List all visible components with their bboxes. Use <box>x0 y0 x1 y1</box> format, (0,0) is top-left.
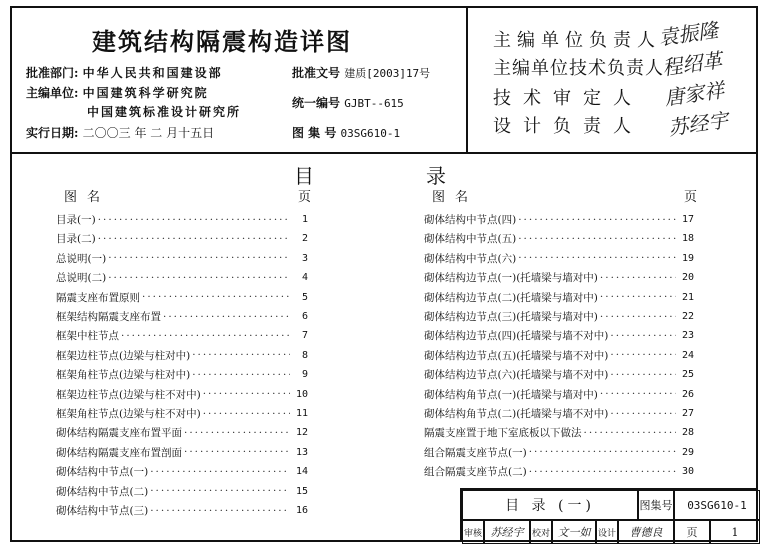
toc-row <box>424 365 694 384</box>
toc-row <box>56 249 308 268</box>
toc-title-right: 录 <box>426 164 448 188</box>
leader-dots <box>600 272 676 284</box>
resp-role-2: 主编单位技术负责人 <box>493 58 664 79</box>
toc-entry-name: 砌体结构角节点(二)(托墙梁与墙不对中) <box>424 408 609 420</box>
responsibles-panel <box>468 8 756 154</box>
leader-dots <box>150 505 290 517</box>
resp-role-3: 技术审定人 <box>493 88 643 109</box>
toc-entry-page: 10 <box>295 388 308 400</box>
toc-entry-page: 13 <box>295 446 308 458</box>
toc-entry-page: 23 <box>681 330 694 342</box>
toc-entry-page: 9 <box>301 369 308 381</box>
toc-row <box>56 307 308 326</box>
leader-dots <box>529 446 676 458</box>
leader-dots <box>192 349 290 361</box>
editor-unit-label: 主编单位: <box>26 86 79 100</box>
unified-no-label: 统一编号 <box>292 96 341 110</box>
editor-unit-2: 中国建筑标准设计研究所 <box>87 105 242 119</box>
drawing-frame <box>10 6 758 542</box>
toc-entry-name: 砌体结构边节点(六)(托墙梁与墙不对中) <box>424 369 609 382</box>
leader-dots <box>150 466 290 478</box>
toc-entry-page: 19 <box>681 252 694 264</box>
toc-entry-name: 目录(二) <box>56 233 96 246</box>
unified-no: GJBT--615 <box>344 97 404 110</box>
leader-dots <box>150 485 290 497</box>
toc-entry-name: 砌体结构边节点(三)(托墙梁与墙对中) <box>424 311 598 323</box>
atlas-no-row <box>292 124 400 141</box>
approval-no: 建质[2003]17号 <box>344 67 431 80</box>
toc-entry-name: 总说明(一) <box>56 252 107 265</box>
impl-date: 二〇〇三 年 二 月十五日 <box>82 126 215 140</box>
leader-dots <box>98 233 290 245</box>
toc-entry-page: 14 <box>295 466 308 478</box>
toc-entry-name: 砌体结构边节点(二)(托墙梁与墙对中) <box>424 291 598 304</box>
editor-unit-row <box>26 84 209 101</box>
toc-entry-name: 砌体结构隔震支座布置剖面 <box>56 446 182 459</box>
toc-entry-name: 框架中柱节点 <box>56 330 119 343</box>
leader-dots <box>142 291 290 303</box>
tb-atlas-no: 03SG610-1 <box>674 490 760 520</box>
toc-entry-page: 17 <box>681 214 694 225</box>
toc-entry-page: 8 <box>301 349 308 361</box>
signature-2: 程绍革 <box>660 47 724 81</box>
atlas-title: 建筑结构隔震构造详图 <box>92 27 352 56</box>
toc-row <box>424 423 694 442</box>
toc-row <box>56 365 308 384</box>
leader-dots <box>518 252 676 264</box>
approval-no-row <box>292 64 430 81</box>
leader-dots <box>163 311 290 323</box>
resp-role-4: 设计负责人 <box>493 116 643 137</box>
toc-row <box>56 326 308 345</box>
resp-role-1: 主编单位负责人 <box>493 30 661 51</box>
toc-entry-name: 框架边柱节点(边梁与柱不对中) <box>56 388 201 401</box>
toc-row <box>56 462 308 481</box>
toc-entry-name: 框架角柱节点(边梁与柱对中) <box>56 369 191 382</box>
toc-entry-name: 组合隔震支座节点(一) <box>424 446 527 459</box>
sheet-title: 目 录 (一) <box>462 490 638 520</box>
check-signature: 文一如 <box>552 520 596 544</box>
leader-dots <box>518 214 676 226</box>
toc-row <box>424 326 694 345</box>
leader-dots <box>610 408 676 420</box>
approval-dept-row <box>26 64 223 81</box>
leader-dots <box>203 388 290 400</box>
toc-row <box>56 482 308 501</box>
atlas-no-label: 图 集 号 <box>292 126 337 140</box>
toc-entry-page: 28 <box>681 427 694 439</box>
toc-entry-page: 22 <box>681 311 694 322</box>
toc-entry-page: 25 <box>681 369 694 381</box>
toc-row <box>424 462 694 481</box>
leader-dots <box>600 311 676 323</box>
toc-entry-name: 砌体结构中节点(二) <box>56 485 149 498</box>
toc-row <box>56 268 308 287</box>
toc-entry-page: 12 <box>295 427 308 439</box>
col-name-right: 图名 <box>432 190 479 205</box>
toc-entry-page: 18 <box>681 233 694 245</box>
tb-atlas-no-label: 图集号 <box>638 490 674 520</box>
toc-entry-page: 2 <box>301 233 308 245</box>
toc-row <box>424 249 694 268</box>
toc-row <box>56 288 308 307</box>
toc-row <box>424 443 694 462</box>
review-label: 审核 <box>462 520 484 544</box>
toc-entry-name: 砌体结构中节点(四) <box>424 214 517 226</box>
toc-entry-name: 砌体结构边节点(四)(托墙梁与墙不对中) <box>424 330 609 343</box>
toc-entry-name: 框架边柱节点(边梁与柱对中) <box>56 349 191 362</box>
toc-row <box>424 404 694 423</box>
page-label: 页 <box>674 520 710 544</box>
leader-dots <box>600 291 676 303</box>
leader-dots <box>184 446 290 458</box>
toc-row <box>424 288 694 307</box>
toc-row <box>56 346 308 365</box>
col-name-left: 图名 <box>64 190 111 205</box>
toc-row <box>56 423 308 442</box>
leader-dots <box>610 349 676 361</box>
col-page-left: 页 <box>298 190 312 205</box>
leader-dots <box>203 408 290 420</box>
approval-dept-label: 批准部门: <box>26 66 79 80</box>
leader-dots <box>584 427 677 439</box>
toc-entry-page: 30 <box>681 466 694 478</box>
toc-row <box>424 385 694 404</box>
toc-entry-name: 隔震支座置于地下室底板以下做法 <box>424 427 582 440</box>
toc-entry-name: 组合隔震支座节点(二) <box>424 466 527 479</box>
toc-entry-name: 砌体结构隔震支座布置平面 <box>56 427 182 440</box>
leader-dots <box>121 330 290 342</box>
leader-dots <box>518 233 676 245</box>
atlas-no: 03SG610-1 <box>340 127 401 140</box>
toc-row <box>56 385 308 404</box>
toc-entry-name: 砌体结构角节点(一)(托墙梁与墙对中) <box>424 388 598 401</box>
design-signature: 曹德良 <box>618 520 674 544</box>
toc-entry-name: 隔震支座布置原则 <box>56 291 140 304</box>
leader-dots <box>600 388 676 400</box>
impl-date-label: 实行日期: <box>26 126 79 140</box>
toc-entry-name: 框架角柱节点(边梁与柱不对中) <box>56 408 201 420</box>
toc-entry-name: 砌体结构边节点(一)(托墙梁与墙对中) <box>424 272 598 285</box>
toc-row <box>424 229 694 248</box>
toc-row <box>56 229 308 248</box>
leader-dots <box>108 272 290 284</box>
toc-entry-page: 26 <box>681 388 694 400</box>
toc-entry-name: 总说明(二) <box>56 272 107 285</box>
toc-entry-page: 6 <box>301 311 308 322</box>
leader-dots <box>529 466 676 478</box>
page-number: 1 <box>710 520 760 544</box>
toc-entry-page: 29 <box>681 446 694 458</box>
leader-dots <box>610 369 676 381</box>
toc-entry-page: 24 <box>681 349 694 361</box>
toc-row <box>424 210 694 229</box>
approval-no-label: 批准文号 <box>292 66 341 80</box>
check-label: 校对 <box>530 520 552 544</box>
toc-entry-name: 目录(一) <box>56 214 96 226</box>
toc-entry-page: 16 <box>295 505 308 516</box>
toc-entry-name: 砌体结构边节点(五)(托墙梁与墙不对中) <box>424 349 609 362</box>
leader-dots <box>192 369 290 381</box>
toc-row <box>424 346 694 365</box>
design-label: 设计 <box>596 520 618 544</box>
toc-entry-page: 4 <box>301 272 308 284</box>
unified-no-row <box>292 94 404 111</box>
approval-dept: 中华人民共和国建设部 <box>82 66 223 80</box>
toc-row <box>424 307 694 326</box>
toc-row <box>56 443 308 462</box>
toc-row <box>56 404 308 423</box>
toc-entry-page: 3 <box>301 252 308 264</box>
leader-dots <box>610 330 676 342</box>
header-info-panel <box>12 8 468 154</box>
leader-dots <box>184 427 290 439</box>
leader-dots <box>108 252 290 264</box>
toc-row <box>56 210 308 229</box>
impl-date-row <box>26 124 214 141</box>
toc-entry-name: 砌体结构中节点(三) <box>56 505 149 517</box>
toc-title-left: 目 <box>294 164 316 188</box>
col-page-right: 页 <box>684 190 698 205</box>
signature-1: 袁振隆 <box>656 17 720 51</box>
toc-row <box>424 268 694 287</box>
toc-entry-page: 15 <box>295 485 308 497</box>
toc-entry-name: 框架结构隔震支座布置 <box>56 311 161 323</box>
toc-entry-page: 11 <box>295 408 308 419</box>
toc-entry-page: 20 <box>681 272 694 284</box>
toc-entry-page: 27 <box>681 408 694 419</box>
editor-unit-1: 中国建筑科学研究院 <box>82 86 209 100</box>
signature-3: 唐家祥 <box>662 77 726 111</box>
toc-entry-name: 砌体结构中节点(五) <box>424 233 517 246</box>
toc-row <box>56 501 308 520</box>
toc-entry-name: 砌体结构中节点(一) <box>56 466 149 479</box>
title-block <box>460 488 756 540</box>
toc-entry-name: 砌体结构中节点(六) <box>424 252 517 265</box>
toc-entry-page: 21 <box>681 291 694 303</box>
review-signature: 苏经宇 <box>484 520 530 544</box>
toc-entry-page: 1 <box>301 214 308 225</box>
signature-4: 苏经宇 <box>666 107 730 141</box>
toc-entry-page: 5 <box>301 291 308 303</box>
leader-dots <box>98 214 290 226</box>
toc-entry-page: 7 <box>301 330 308 342</box>
